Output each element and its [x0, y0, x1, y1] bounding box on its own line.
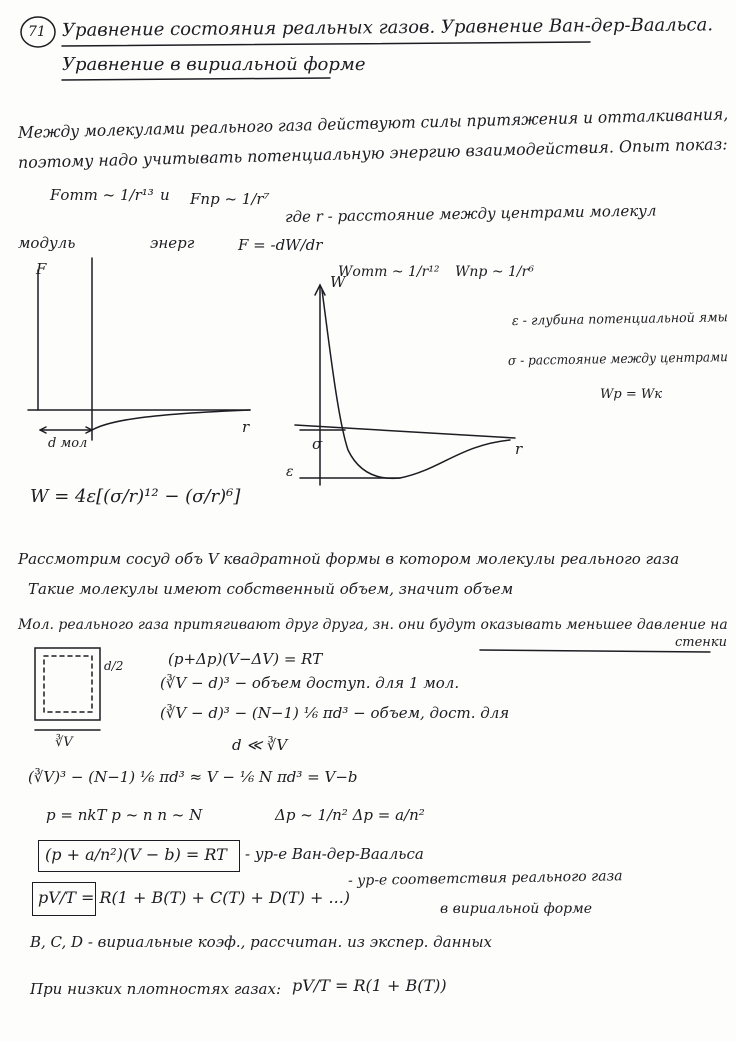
virial-label: - ур-е соответствия реального газа	[347, 868, 623, 889]
w-curve	[322, 290, 510, 478]
intro-line-2: поэтому надо учитывать потенциальную энергию взаимодействия. Опыт показ:	[17, 134, 728, 172]
eq-5: (∛V)³ − (N−1) ⅙ πd³ ≈ V − ⅙ N πd³ = V−b	[28, 768, 358, 786]
force-where: где r - расстояние между центрами молекул	[284, 201, 657, 226]
title-line-2: Уравнение в вириальной форме	[62, 54, 366, 75]
box-half-d: d/2	[104, 659, 124, 673]
eq-6: p = nkT p ~ n n ~ N	[46, 806, 203, 824]
graph-eps: ε	[286, 464, 294, 480]
f-curve	[92, 410, 250, 430]
graph-w-label: W	[330, 273, 346, 291]
note-sigma: σ - расстояние между центрами	[507, 350, 729, 369]
virial-label-2: в вириальной форме	[440, 901, 592, 917]
title-line-1: Уравнение состояния реальных газов. Уравнение Ван-дер-Ваальса.	[61, 14, 714, 41]
coefficients-line: B, C, D - вириальные коэф., рассчитан. из экспер. данных	[30, 933, 493, 951]
eq-2: (∛V − d)³ − объем доступ. для 1 мол.	[160, 674, 460, 692]
eq-7: Δp ~ 1/n² Δp = a/n²	[275, 806, 425, 824]
box-side: ∛V	[55, 735, 73, 750]
lennard-jones-formula: W = 4ε[(σ/r)¹² − (σ/r)⁶]	[30, 486, 241, 507]
eq-4: d ≪ ∛V	[232, 736, 288, 754]
force-attraction: Fотт ~ 1/r¹³	[50, 186, 154, 204]
title-underline-2	[62, 78, 330, 80]
label-f-formula: F = -dW/dr	[238, 236, 323, 254]
low-density-label: При низких плотностях газах:	[30, 980, 282, 998]
r-axis-right	[295, 425, 515, 438]
vessel-inner	[44, 656, 92, 712]
graph-sigma: σ	[312, 435, 323, 453]
eq-1: (p+Δp)(V−ΔV) = RT	[168, 650, 323, 668]
label-energy: энерг	[150, 234, 195, 252]
label-modulus: модуль	[18, 234, 76, 252]
note-number: 71	[28, 24, 46, 40]
virial-equation: pV/T = R(1 + B(T) + C(T) + D(T) + ...)	[38, 888, 351, 907]
graph-f-label: F	[36, 260, 47, 278]
force-repulsion: Fпр ~ 1/r⁷	[190, 190, 270, 208]
body-line-2: Такие молекулы имеют собственный объем, значит объем	[28, 580, 514, 598]
vdw-equation: (p + a/n²)(V − b) = RT	[45, 845, 227, 864]
low-density-eq: pV/T = R(1 + B(T))	[292, 976, 447, 995]
eq-3: (∛V − d)³ − (N−1) ⅙ πd³ − объем, дост. для	[160, 704, 510, 722]
note-wp: Wp = Wк	[600, 387, 662, 402]
label-w-att: Wотт ~ 1/r¹²	[338, 264, 440, 280]
title-underline-1	[62, 42, 590, 46]
body-line-3: Мол. реального газа притягивают друг друга, зн. они будут оказывать меньшее давление на	[18, 617, 728, 633]
body-line-1: Рассмотрим сосуд объ V квадратной формы в котором молекулы реального газа	[18, 550, 680, 568]
vdw-label: - ур-е Ван-дер-Ваальса	[245, 845, 424, 863]
graph-d-mol: d мол	[48, 436, 88, 451]
graph-r-label-right: r	[515, 440, 523, 458]
label-w-pr: Wпр ~ 1/r⁶	[455, 264, 534, 280]
intro-line-1: Между молекулами реального газа действуют силы притяжения и отталкивания,	[17, 104, 729, 142]
force-and: и	[160, 186, 170, 204]
note-eps: ε - глубина потенциальной ямы	[511, 310, 728, 329]
body-line-3b: стенки	[675, 635, 727, 650]
graph-r-label-left: r	[242, 418, 250, 436]
